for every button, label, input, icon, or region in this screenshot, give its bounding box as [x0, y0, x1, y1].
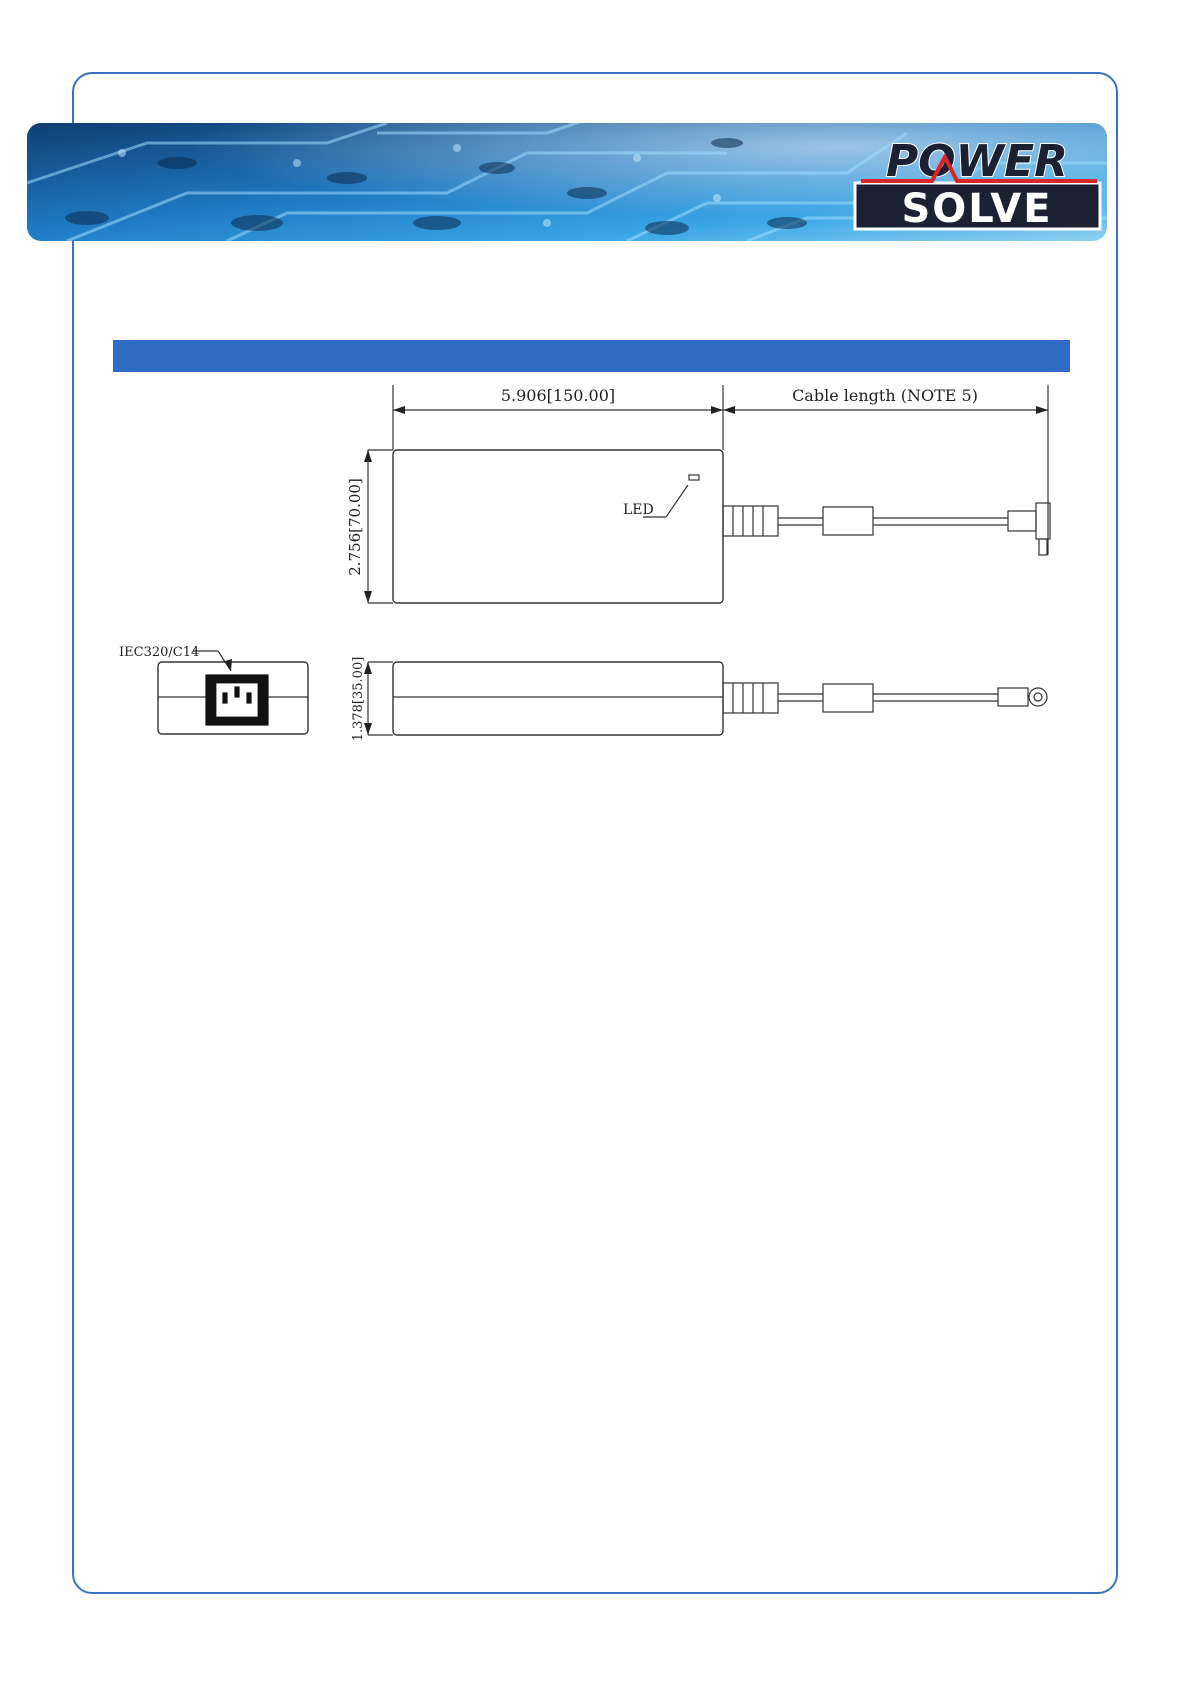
led-label: LED: [623, 502, 654, 518]
inlet-label: IEC320/C14: [119, 645, 200, 660]
section-header-bar: [113, 340, 1070, 372]
mechanical-drawing-svg: [113, 375, 1073, 775]
depth-dimension-label: 1.378[35.00]: [351, 656, 366, 742]
circuit-board-background: [27, 123, 1107, 241]
mechanical-drawing: [113, 375, 1073, 775]
power-solve-logo: [855, 136, 1100, 232]
dimension-arrow: [723, 406, 735, 414]
page-frame: [72, 72, 1118, 1594]
strain-relief-top: [723, 506, 778, 536]
inlet-leader-arrow: [225, 659, 232, 671]
led-leader-line: [666, 485, 688, 517]
dimension-arrow: [711, 406, 723, 414]
header-banner: [27, 123, 1107, 241]
dimension-arrow: [393, 406, 405, 414]
dc-plug-body-top: [1008, 511, 1036, 531]
logo-power-text: POWER: [885, 136, 1069, 187]
dimension-arrow: [1036, 406, 1048, 414]
led-indicator: [689, 475, 699, 480]
strain-relief-side: [723, 683, 778, 713]
width-dimension-label: 5.906[150.00]: [500, 386, 616, 405]
logo-solve-text: SOLVE: [901, 186, 1053, 232]
adapter-side-view: [393, 662, 723, 735]
adapter-top-view: [393, 450, 723, 603]
dc-plug-end: [1029, 688, 1047, 706]
dc-plug-body-side: [998, 688, 1028, 706]
dimension-arrow: [364, 591, 372, 603]
ferrite-core-top: [823, 507, 873, 535]
dc-plug-tip: [1039, 539, 1047, 555]
ferrite-core-side: [823, 684, 873, 712]
dimension-arrow: [364, 450, 372, 462]
height-dimension-label: 2.756[70.00]: [346, 478, 364, 576]
cable-length-label: Cable length (NOTE 5): [792, 386, 978, 405]
